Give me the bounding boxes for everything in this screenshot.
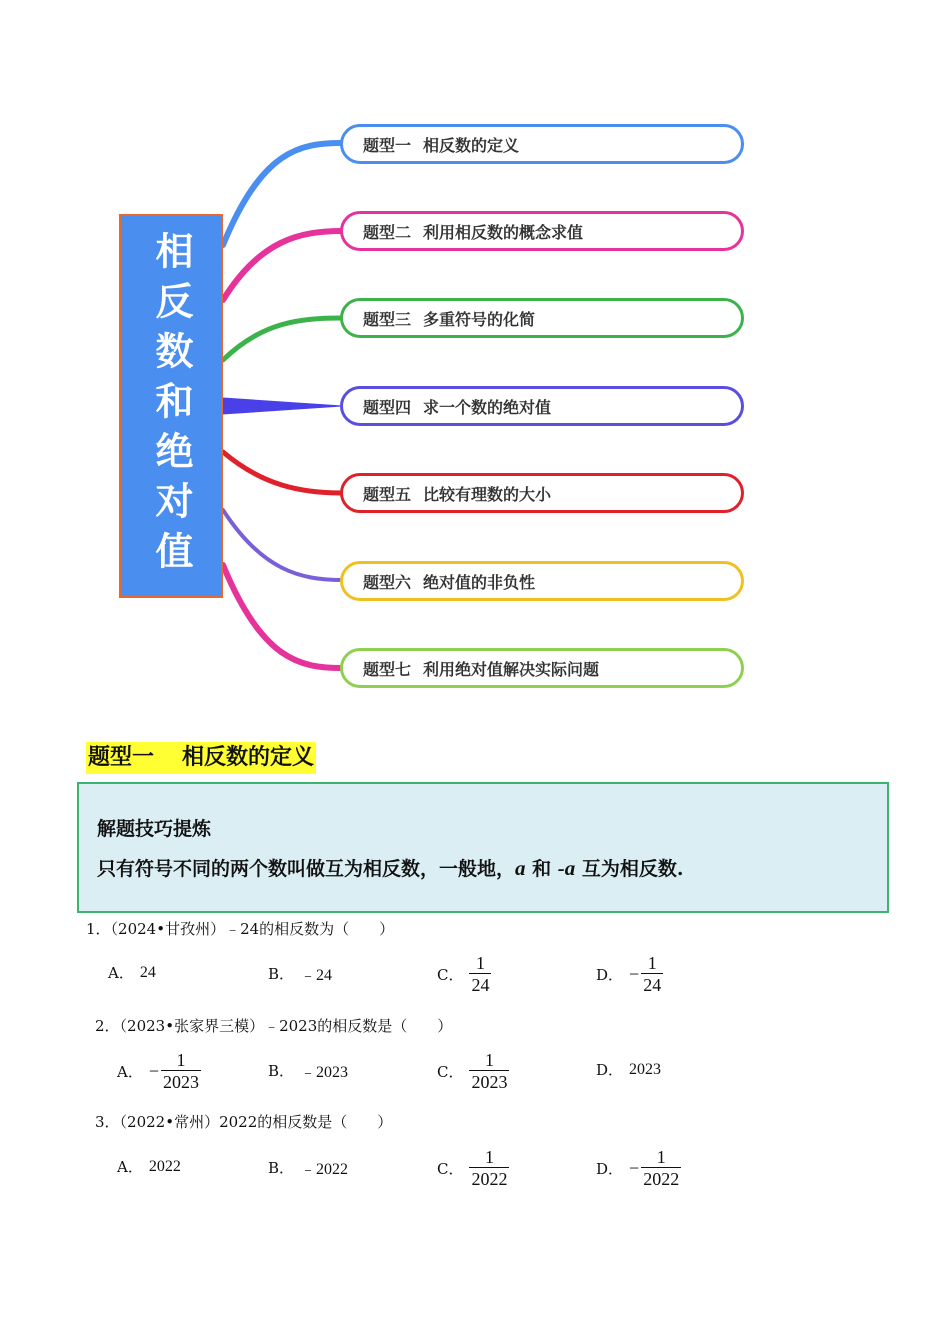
question-2-option-c[interactable] [437,1050,509,1092]
tips-title: 解题技巧提炼 [97,818,212,840]
branch-4 [340,386,744,426]
option-label: D． [596,1061,624,1079]
branch-label: 多重符号的化简 [423,309,536,329]
question-1-option-d[interactable] [596,953,663,995]
question-2-stem: 2．（2023•张家界三模）﹣2023的相反数是（ ） [95,1017,453,1035]
fraction-numerator: 1 [656,1147,666,1167]
fraction-numerator: 1 [475,953,485,973]
connector-2 [223,231,342,300]
fraction-denominator: 2022 [471,1169,508,1189]
mindmap-center-box [119,214,223,598]
question-1-option-b[interactable] [268,962,332,985]
connector-5 [223,452,342,493]
fraction-denominator: 24 [471,975,490,995]
branch-2 [340,211,744,251]
minus-sign: − [629,963,640,984]
fraction-numerator: 1 [176,1050,186,1070]
branch-tag: 题型三 [363,309,412,329]
fraction-denominator: 24 [643,975,662,995]
branch-tag: 题型六 [363,572,412,592]
connector-4 [223,398,342,414]
branch-label: 利用相反数的概念求值 [423,222,584,242]
option-label: A． [117,1062,143,1081]
branch-label: 相反数的定义 [423,135,520,155]
branch-7 [340,648,744,688]
section-title: 相反数的定义 [182,745,315,770]
option-label: B． [268,1062,295,1080]
tips-var-a: a [515,856,526,880]
fraction-numerator: 1 [484,1147,494,1167]
option-label: A． [108,964,134,982]
tips-text-and: 和 [525,858,558,880]
option-value: ﹣2022 [300,1161,349,1178]
question-3-option-a[interactable] [117,1156,181,1177]
fraction [469,1050,509,1092]
question-1-option-a[interactable] [108,962,156,983]
branch-6 [340,561,744,601]
option-label: B． [268,1159,295,1177]
fraction-numerator: 1 [647,953,657,973]
section-tag: 题型一 [88,745,155,770]
fraction-denominator: 2023 [471,1072,508,1092]
option-value: ﹣2023 [300,1064,349,1081]
fraction [161,1050,201,1092]
branch-1 [340,124,744,164]
option-label: D． [596,965,624,984]
fraction [641,1147,681,1189]
fraction [469,1147,509,1189]
question-3-option-c[interactable] [437,1147,509,1189]
branch-tag: 题型四 [363,397,412,417]
question-3-stem: 3．（2022•常州）2022的相反数是（ ） [95,1113,393,1131]
option-value: 24 [139,963,156,981]
tips-text-1: 只有符号不同的两个数叫做互为相反数，一般地， [97,858,516,880]
branch-5 [340,473,744,513]
option-label: C． [437,965,464,984]
connector-3 [223,318,342,360]
question-3-option-d[interactable] [596,1147,681,1189]
branch-tag: 题型五 [363,484,412,504]
branch-tag: 题型七 [363,659,412,679]
option-value: 2022 [148,1157,181,1175]
fraction [469,953,491,995]
option-label: B． [268,965,295,983]
minus-sign: − [629,1157,640,1178]
connector-6 [223,510,342,580]
tips-body [97,854,683,881]
option-value: ﹣24 [300,967,333,984]
question-2-option-d[interactable] [596,1059,661,1080]
tips-var-neg-a: -a [557,856,576,880]
fraction-denominator: 2022 [643,1169,680,1189]
question-2-option-b[interactable] [268,1059,348,1082]
fraction [641,953,663,995]
option-label: C． [437,1062,464,1081]
question-2-option-a[interactable] [117,1050,201,1092]
branch-label: 比较有理数的大小 [423,484,552,504]
branch-label: 利用绝对值解决实际问题 [423,659,600,679]
question-3-option-b[interactable] [268,1156,348,1179]
option-label: C． [437,1159,464,1178]
branch-3 [340,298,744,338]
tips-text-2: 互为相反数. [575,858,684,880]
option-value: 2023 [629,1060,662,1078]
branch-tag: 题型一 [363,135,412,155]
branch-label: 求一个数的绝对值 [423,397,552,417]
tips-box [77,782,889,913]
fraction-denominator: 2023 [163,1072,199,1092]
question-1-stem: 1．（2024•甘孜州）﹣24的相反数为（ ） [86,920,395,938]
section-heading [86,742,316,774]
option-label: D． [596,1159,624,1178]
fraction-numerator: 1 [484,1050,494,1070]
branch-label: 绝对值的非负性 [423,572,536,592]
question-1-option-c[interactable] [437,953,491,995]
minus-sign: − [148,1060,159,1081]
branch-tag: 题型二 [363,222,412,242]
mindmap-center-title: 相反数和绝对值 [149,231,193,581]
option-label: A． [117,1158,143,1176]
